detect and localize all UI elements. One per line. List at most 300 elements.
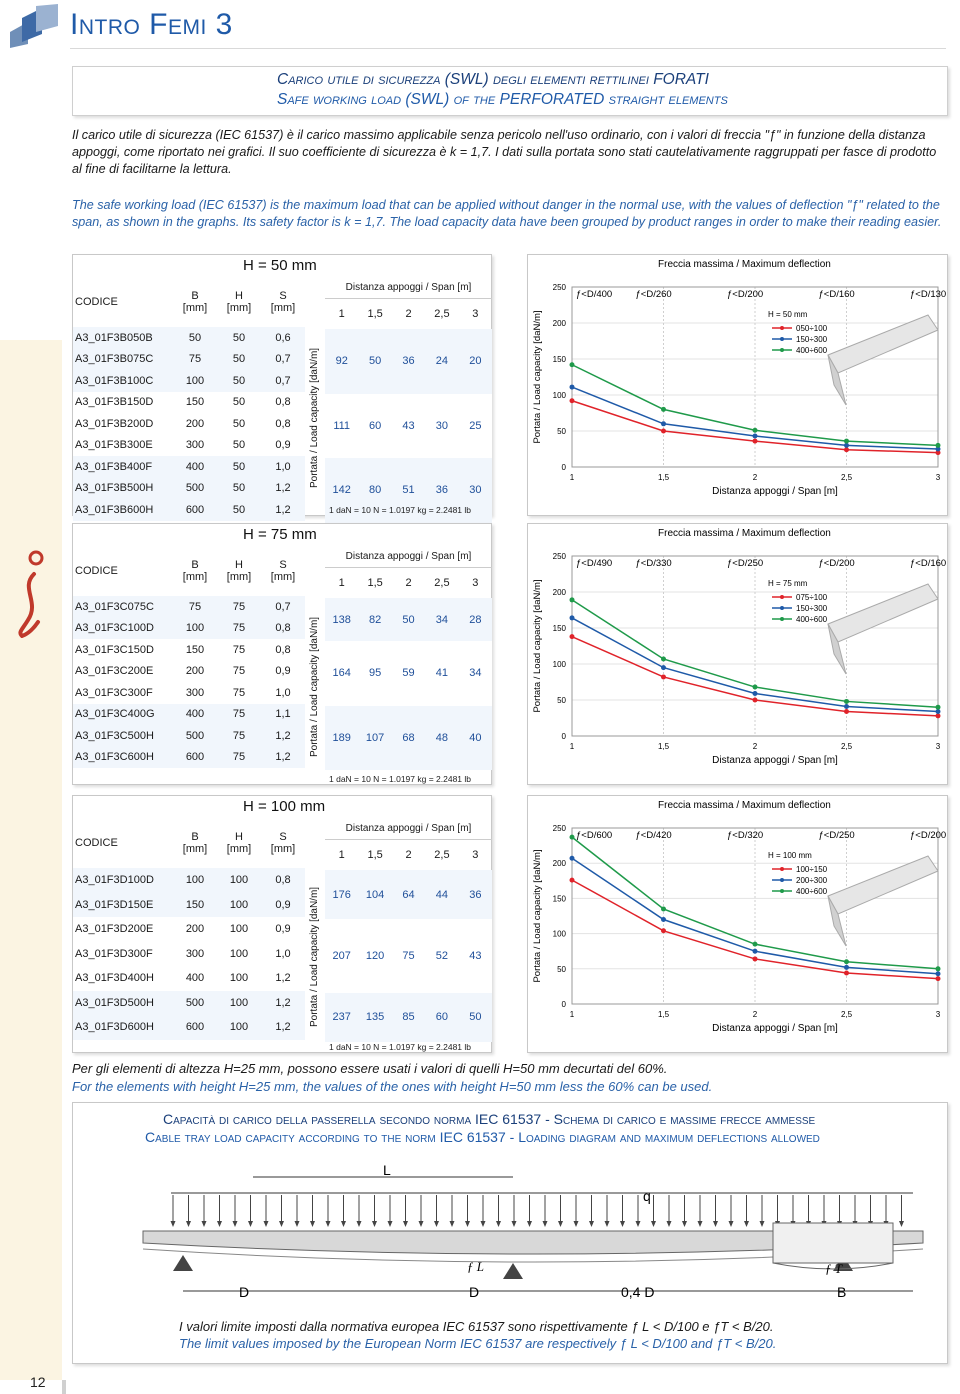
deflection-label: ƒ<D/420 [635,830,672,841]
load-value: 207 [332,949,351,962]
label-L: L [383,1162,391,1178]
legend-marker [780,617,784,621]
col-header-b [173,546,217,596]
deflection-label: ƒ<D/250 [727,558,764,569]
code-cell: A3_01F3B200D [75,417,154,430]
load-value: 80 [368,484,382,497]
data-point [570,385,575,390]
load-arrow-head [465,1221,470,1227]
h-cell: 100 [229,874,249,887]
data-point [753,956,758,961]
load-arrow-head [279,1221,284,1227]
side-band [0,340,62,1380]
h-cell: 50 [232,482,246,495]
h-cell: 100 [229,996,249,1009]
load-table-card [72,795,492,1053]
y-axis-label: Portata / Load capacity [daN/m] [532,310,543,444]
chart-legend [768,851,828,896]
data-point [936,713,941,718]
chart-title: Freccia massima / Maximum deflection [658,528,831,539]
table-row [73,327,305,349]
load-arrow-head [496,1221,501,1227]
table-row [73,704,305,726]
data-point [661,674,666,679]
y-tick-label: 250 [552,283,566,292]
load-arrow-head [233,1221,238,1227]
load-arrow-head [341,1221,346,1227]
load-row [325,329,492,394]
data-point [570,835,575,840]
span-value: 3 [472,849,479,861]
product-table [73,818,305,1040]
height-title: H = 75 mm [243,526,317,543]
load-value: 176 [332,888,351,901]
chart-title: Freccia massima / Maximum deflection [658,800,831,811]
load-table-card [72,254,492,516]
col-label: B [191,290,199,302]
load-arrow-head [357,1221,362,1227]
load-arrow-head [574,1221,579,1227]
deflection-label: ƒ<D/200 [727,289,764,300]
h-cell: 50 [232,417,246,430]
load-arrow-head [651,1221,656,1227]
height-title: H = 50 mm [243,257,317,274]
span-value: 2 [405,849,412,861]
data-point [661,665,666,670]
code-cell: A3_01F3B600H [75,503,154,516]
data-point [753,949,758,954]
x-tick-label: 1,5 [657,742,670,751]
load-arrow-head [310,1221,315,1227]
data-point [753,428,758,433]
table-row [73,661,305,683]
load-value: 64 [402,888,415,901]
deflection-label: ƒ<D/600 [576,830,613,841]
x-axis-label: Distanza appoggi / Span [m] [712,1023,838,1034]
col-label: S [279,831,287,843]
y-tick-label: 50 [557,427,566,436]
col-label: S [279,290,287,302]
data-point [936,709,941,714]
deflection-label: ƒ<D/130 [910,289,947,300]
tray-illustration [828,584,938,674]
load-arrow-head [295,1221,300,1227]
load-axis-label: Portata / Load capacity [daN/m] [309,616,320,758]
col-label: S [279,559,287,571]
load-arrow-head [744,1221,749,1227]
data-point [753,439,758,444]
col-label: H [235,559,243,571]
table-row [73,682,305,704]
load-arrow-head [403,1221,408,1227]
s-cell: 0,9 [275,665,291,678]
load-arrow-head [450,1221,455,1227]
load-arrow-head [636,1221,641,1227]
span-value: 1 [338,577,345,589]
y-tick-label: 250 [552,824,566,833]
load-value: 59 [402,667,415,680]
x-tick-label: 1 [569,473,575,482]
footnote-italian: Per gli elementi di altezza H=25 mm, possono essere usati i valori di quelli H=50 mm decurtati del 60%. [72,1061,668,1076]
data-point [753,942,758,947]
table-row [73,966,305,991]
deflection-label: ƒ<D/330 [635,558,672,569]
x-axis-label: Distanza appoggi / Span [m] [712,755,838,766]
deflection-chart [528,524,949,786]
load-row [325,993,492,1042]
y-tick-label: 200 [552,859,566,869]
legend-label: 150÷300 [796,604,828,613]
conversion-note: 1 daN = 10 N = 1.0197 kg = 2.2481 lb [329,505,472,515]
b-cell: 200 [185,417,205,430]
load-value: 138 [332,613,351,626]
diagram-title-italian: Capacità di carico della passerella secondo norma IEC 61537 - Schema di carico e massime frecce ammesse [163,1111,816,1127]
x-tick-label: 2 [752,473,758,482]
span-value: 1,5 [367,577,383,589]
load-arrow-head [543,1221,548,1227]
y-tick-label: 200 [552,319,566,328]
load-values [325,818,492,1042]
x-tick-label: 2,5 [840,742,853,751]
load-row [325,394,492,459]
b-cell: 600 [185,503,205,516]
code-cell: A3_01F3C300F [75,686,153,699]
h-cell: 50 [232,503,246,516]
load-arrow-head [248,1221,253,1227]
legend-title: H = 50 mm [768,310,808,319]
col-label: B [191,559,199,571]
label-B: B [837,1284,847,1300]
data-point [661,928,666,933]
y-tick-label: 150 [552,894,566,904]
data-point [844,704,849,709]
load-value: 36 [435,484,449,497]
col-header-s [261,277,305,327]
table-row [73,639,305,661]
load-value: 120 [365,949,385,962]
load-value: 164 [332,667,351,680]
x-tick-label: 1 [569,742,575,751]
s-cell: 0,8 [275,417,291,430]
code-cell: A3_01F3C100D [75,622,154,635]
load-value: 51 [402,484,415,497]
span-title: Distanza appoggi / Span [m] [325,277,492,299]
tray-illustration [828,856,938,946]
label-fL: ƒ L [467,1259,484,1274]
y-tick-label: 250 [552,552,566,561]
load-value: 111 [333,419,351,432]
h-cell: 100 [229,898,249,911]
h-cell: 75 [232,665,246,678]
x-axis-label: Distanza appoggi / Span [m] [712,486,838,497]
col-unit: [mm] [182,571,208,583]
data-point [570,856,575,861]
data-point [936,966,941,971]
load-value: 43 [402,419,415,432]
section-title-box [72,66,948,116]
legend-label: 050÷100 [796,324,828,333]
col-header-codice: CODICE [75,837,118,849]
legend-label: 400÷600 [796,615,828,624]
s-cell: 1,2 [275,1021,291,1034]
h-cell: 75 [232,751,246,764]
span-header [325,299,492,329]
data-point [661,656,666,661]
label-D2: D [469,1284,480,1300]
table-row [73,1015,305,1040]
b-cell: 500 [185,729,205,742]
x-tick-label: 3 [935,473,941,482]
load-arrow-head [589,1221,594,1227]
deflection-chart [528,796,949,1054]
s-cell: 0,7 [275,353,291,366]
load-value: 237 [332,1011,351,1023]
chart-legend [768,579,828,624]
deflection-label: ƒ<D/200 [910,830,947,841]
load-value: 75 [402,949,415,962]
deflection-chart-card [527,523,948,785]
col-unit: [mm] [182,843,208,855]
legend-marker [780,606,784,610]
limits-english: The limit values imposed by the European Norm IEC 61537 are respectively ƒ L < D/100 and ƒT < B/20. [179,1336,777,1351]
h-cell: 75 [232,600,246,613]
span-value: 1 [338,308,345,320]
x-tick-label: 2 [752,1010,758,1019]
col-unit: [mm] [270,571,296,583]
y-tick-label: 0 [561,732,566,741]
s-cell: 0,7 [275,600,291,613]
limits-italian: I valori limite imposti dalla normativa europea IEC 61537 sono rispettivamente ƒ L < D/100 e ƒT < B/20. [179,1319,774,1334]
y-axis-label: Portata / Load capacity [daN/m] [532,579,543,713]
s-cell: 1,1 [275,708,291,721]
conversion-note: 1 daN = 10 N = 1.0197 kg = 2.2481 lb [329,1042,472,1052]
load-value: 34 [435,613,449,626]
load-value: 82 [368,613,382,626]
span-header [325,568,492,598]
h-cell: 75 [232,686,246,699]
code-cell: A3_01F3C600H [75,751,154,764]
load-arrow-head [512,1221,517,1227]
data-point [936,443,941,448]
col-label: H [235,290,243,302]
load-value: 85 [402,1011,415,1023]
deflection-chart [528,255,949,517]
b-cell: 150 [185,396,205,409]
load-value: 92 [335,355,348,368]
b-cell: 75 [188,600,202,613]
legend-marker [780,337,784,341]
h-cell: 50 [232,460,246,473]
load-value: 60 [368,419,382,432]
x-tick-label: 2 [752,742,758,751]
code-cell: A3_01F3D150E [75,898,154,911]
load-value: 44 [435,888,449,901]
product-table [73,277,305,521]
span-value: 1,5 [367,849,383,861]
load-arrow-head [729,1221,734,1227]
code-cell: A3_01F3B100C [75,374,154,387]
load-arrow-head [372,1221,377,1227]
title-italian: Carico utile di sicurezza (SWL) degli elementi rettilinei FORATI [277,71,709,88]
data-point [844,709,849,714]
deflection-chart-card [527,254,948,516]
y-tick-label: 150 [552,355,566,364]
span-header [325,840,492,870]
load-arrow-head [527,1221,532,1227]
label-D3: 0,4 D [621,1284,655,1300]
load-arrow-head [326,1221,331,1227]
load-arrow-head [171,1221,176,1227]
col-label: H [235,831,243,843]
legend-marker [780,878,784,882]
span-value: 3 [472,577,479,589]
data-point [753,434,758,439]
b-cell: 50 [188,331,202,344]
data-point [844,959,849,964]
load-value: 50 [368,355,382,368]
load-table-card [72,523,492,785]
h-cell: 50 [232,396,246,409]
h-cell: 75 [232,643,246,656]
data-point [844,965,849,970]
x-tick-label: 2,5 [840,1010,853,1019]
h-cell: 75 [232,622,246,635]
header-divider [70,48,946,49]
h-cell: 75 [232,729,246,742]
intro-english: The safe working load (IEC 61537) is the maximum load that can be applied without danger in the normal use, with the values of deflection "ƒ" related to the span, as shown in the graphs. Its safety factor is k = 1,7. The load capacity data have been grouped by product ranges in order to make their reading easier. [72,198,942,229]
b-cell: 100 [185,374,205,387]
load-arrow-head [434,1221,439,1227]
data-point [936,705,941,710]
load-arrow-head [419,1221,424,1227]
table-row [73,370,305,392]
info-icon [14,548,50,638]
load-value: 135 [365,1011,385,1023]
load-arrow-head [760,1221,765,1227]
s-cell: 1,0 [275,947,291,960]
deflection-label: ƒ<D/250 [818,830,855,841]
load-value: 142 [332,484,351,497]
deflection-label: ƒ<D/160 [910,558,947,569]
load-row [325,706,492,771]
h-cell: 100 [229,972,249,985]
h-cell: 50 [232,353,246,366]
conversion-note: 1 daN = 10 N = 1.0197 kg = 2.2481 lb [329,774,472,784]
col-header-s [261,546,305,596]
code-cell: A3_01F3C200E [75,665,154,678]
b-cell: 300 [185,947,205,960]
legend-label: 075÷100 [796,593,828,602]
load-value: 20 [469,355,482,368]
col-header-b [173,818,217,868]
legend-marker [780,595,784,599]
table-row [73,435,305,457]
code-cell: A3_01F3D100D [75,874,154,887]
b-cell: 150 [185,643,205,656]
page-number-rule [62,1380,66,1394]
data-point [570,398,575,403]
load-arrow-head [202,1221,207,1227]
h-cell: 100 [229,1021,249,1034]
col-unit: [mm] [226,843,252,855]
b-cell: 100 [185,874,205,887]
y-tick-label: 150 [552,624,566,633]
table-row [73,868,305,893]
load-row [325,598,492,641]
code-cell: A3_01F3B150D [75,396,154,409]
diagram-title-english: Cable tray load capacity according to the norm IEC 61537 - Loading diagram and maximum deflections allowed [145,1129,820,1145]
data-point [753,698,758,703]
load-value: 189 [332,731,351,744]
data-point [844,971,849,976]
deflection-label: ƒ<D/200 [818,558,855,569]
span-value: 2 [405,308,412,320]
legend-marker [780,326,784,330]
load-value: 30 [435,419,449,432]
label-fT: ƒ T [825,1261,842,1276]
col-header-h [217,818,261,868]
table-row [73,747,305,769]
load-arrow-head [388,1221,393,1227]
col-label: B [191,831,199,843]
load-value: 48 [435,731,449,744]
b-cell: 200 [185,923,205,936]
b-cell: 400 [185,708,205,721]
code-cell: A3_01F3C075C [75,600,154,613]
table-row [73,618,305,640]
code-cell: A3_01F3D200E [75,923,154,936]
data-point [844,439,849,444]
load-value: 28 [469,613,482,626]
load-arrow-head [217,1221,222,1227]
code-cell: A3_01F3B300E [75,439,153,452]
load-row [325,919,492,993]
data-point [661,407,666,412]
h-cell: 50 [232,439,246,452]
span-value: 1,5 [367,308,383,320]
data-point [661,421,666,426]
load-value: 107 [365,731,385,744]
col-unit: [mm] [270,302,296,314]
legend-title: H = 100 mm [768,851,812,860]
legend-marker [780,867,784,871]
chart-title: Freccia massima / Maximum deflection [658,259,831,270]
s-cell: 0,6 [275,331,291,344]
col-unit: [mm] [182,302,208,314]
s-cell: 1,0 [275,460,291,473]
height-title: H = 100 mm [243,798,326,815]
x-tick-label: 1,5 [657,473,670,482]
chart-legend [768,310,828,355]
h-cell: 100 [229,947,249,960]
table-row [73,456,305,478]
h-cell: 50 [232,374,246,387]
brand-title: Intro Femi 3 [70,8,233,41]
b-cell: 600 [185,1021,205,1034]
table-row [73,942,305,967]
data-point [570,878,575,883]
deflection-label: ƒ<D/490 [576,558,613,569]
legend-label: 150÷300 [796,335,828,344]
legend-marker [780,348,784,352]
load-arrow-head [899,1221,904,1227]
y-tick-label: 0 [561,1000,566,1009]
col-header-b [173,277,217,327]
y-tick-label: 200 [552,588,566,597]
load-arrow-head [558,1221,563,1227]
loading-diagram-box [72,1102,948,1364]
s-cell: 1,2 [275,972,291,985]
